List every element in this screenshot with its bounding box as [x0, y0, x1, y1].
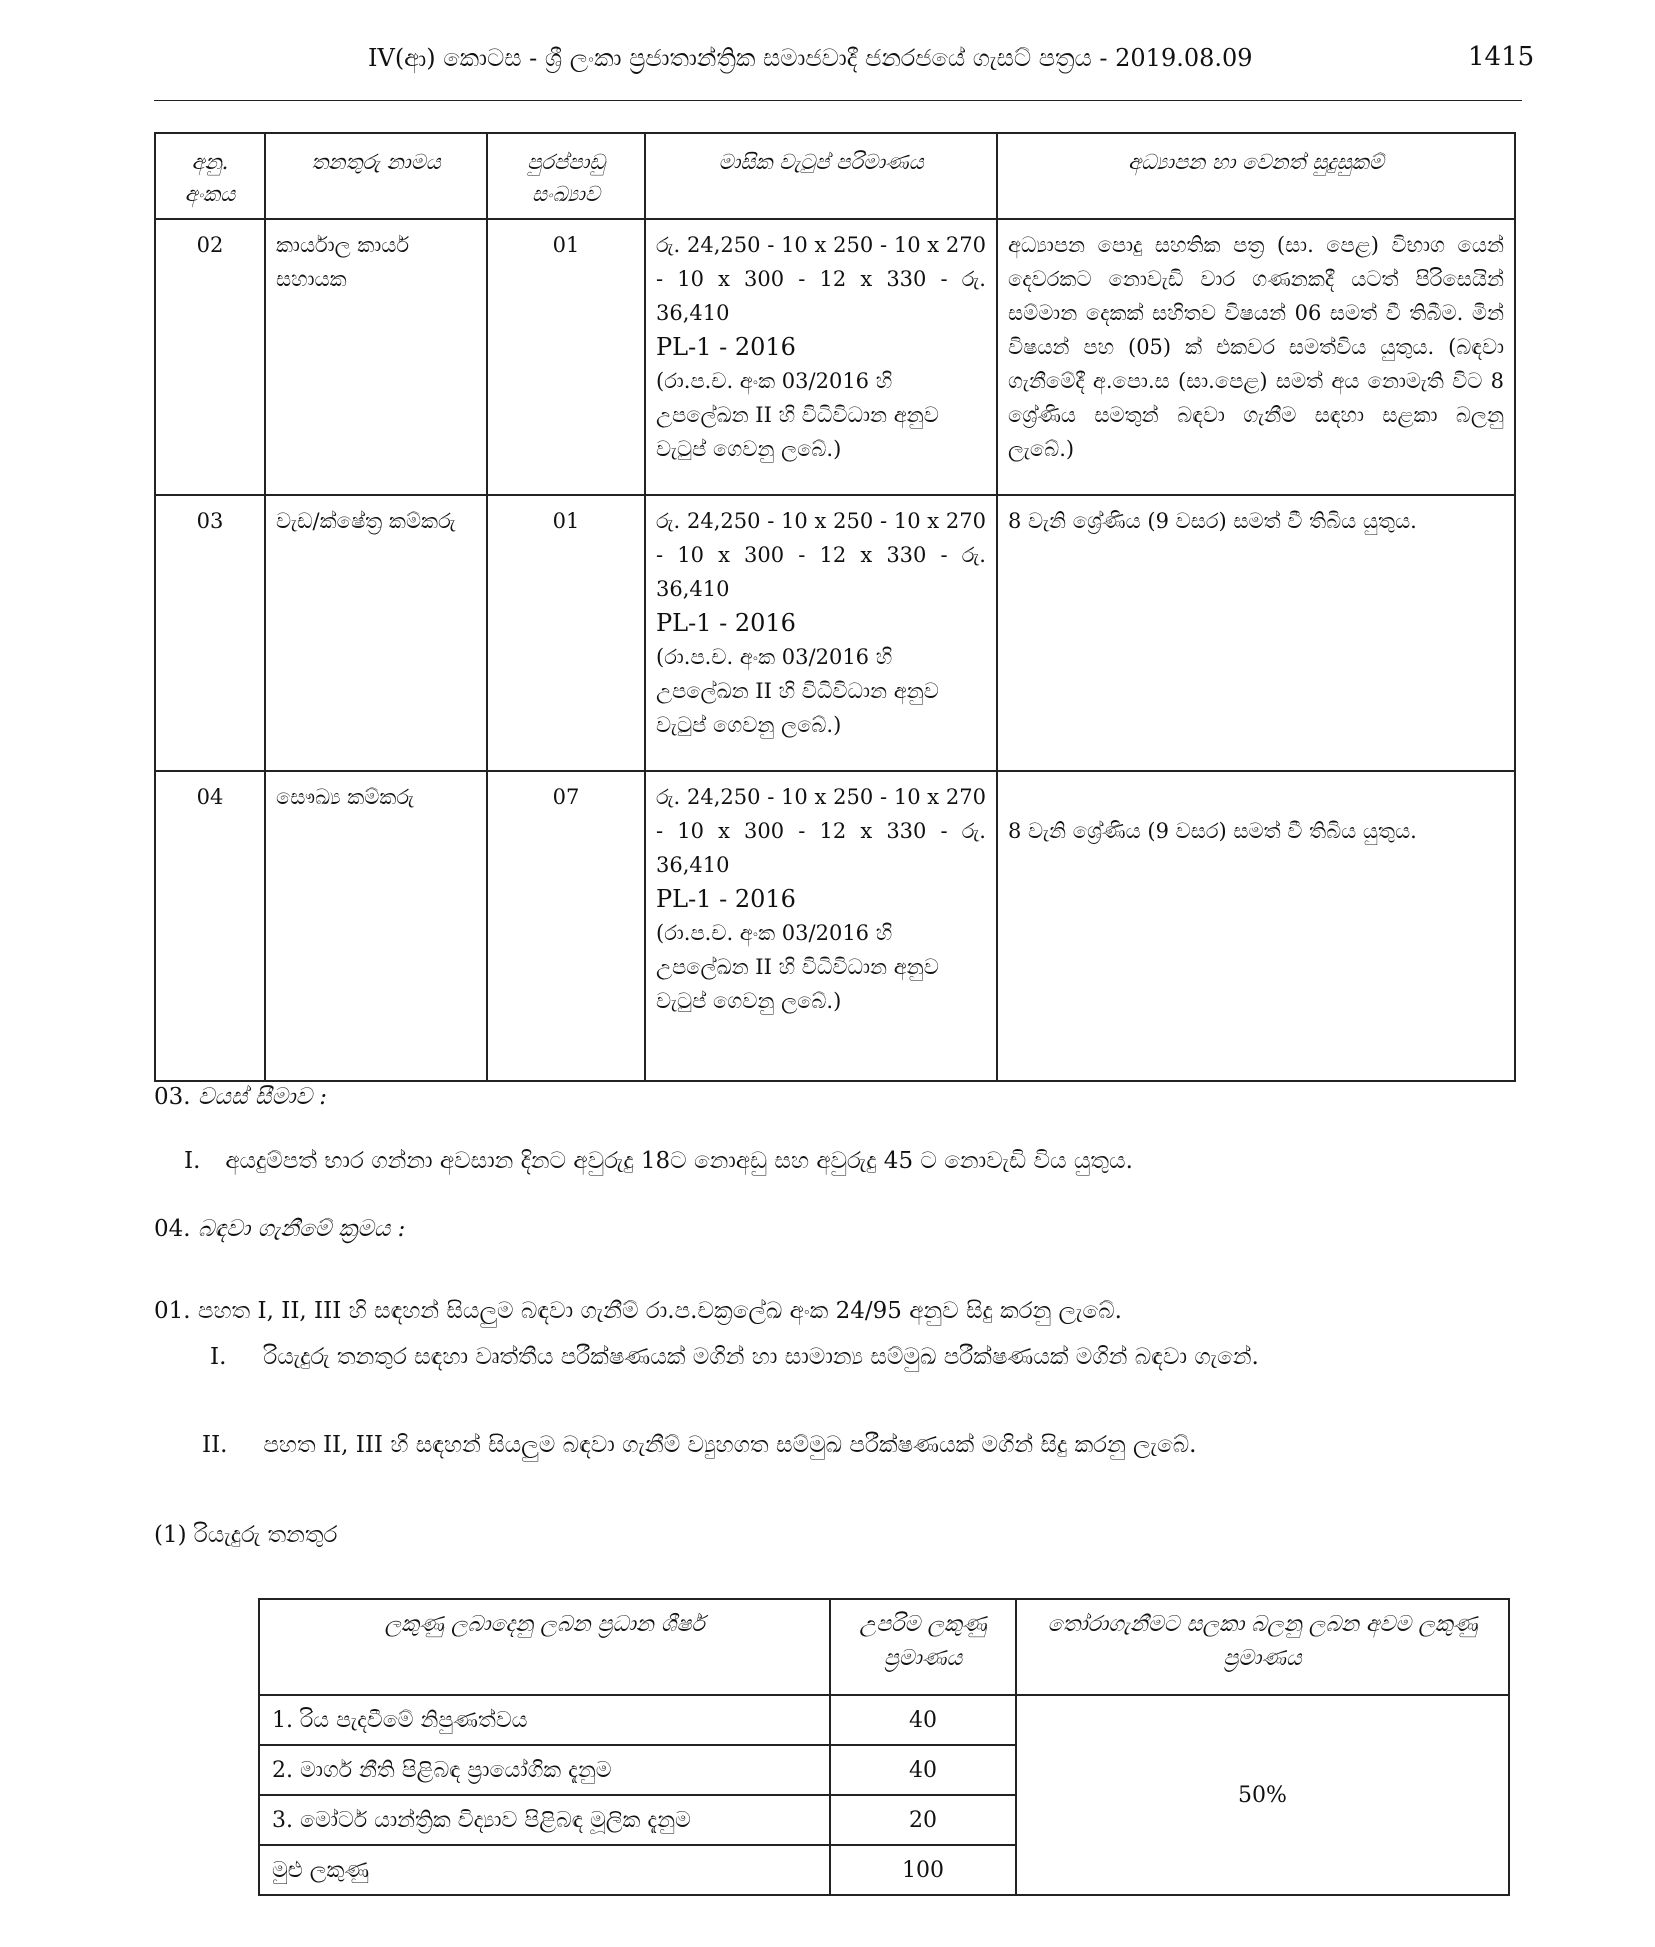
qualifications-text: 8 වැනි ශ්‍රේණිය (9 වසර) සමත් වී තිබිය යුතුය. [997, 495, 1515, 771]
gazette-header: IV(ආ) කොටස - ශ්‍රී ලංකා ප්‍රජාතාන්ත්‍රික සමාජවාදී ජනරජයේ ගැසට් පත්‍රය - 2019.08.09 [368, 44, 1253, 72]
min-marks-value: 50% [1016, 1695, 1509, 1895]
item-text: අයදුම්පත් භාර ගන්නා අවසාන දිනට අවුරුදු 18ට නොඅඩු සහ අවුරුදු 45 ට නොවැඩි විය යුතුය. [225, 1148, 1133, 1174]
table-row [155, 219, 1515, 495]
table-row [155, 495, 1515, 771]
vacancy-count: 01 [487, 219, 645, 495]
post-name: කාර්යාල කාර්ය සහායක [265, 219, 487, 495]
vacancy-count: 01 [487, 495, 645, 771]
salary-code: PL-1 - 2016 [656, 609, 796, 637]
max-marks: 20 [830, 1795, 1016, 1845]
item-number: II. [202, 1432, 228, 1458]
header-no: අනු. අංකය [155, 133, 265, 219]
recruitment-item-1 [210, 1344, 1259, 1370]
salary-code: PL-1 - 2016 [656, 333, 796, 361]
salary-cell [645, 495, 997, 771]
post-name: වැඩ/ක්ෂේත්‍ර කම්කරු [265, 495, 487, 771]
salary-cell [645, 771, 997, 1081]
total-marks: 100 [830, 1845, 1016, 1895]
header-divider [154, 100, 1522, 101]
salary-scale: රු. 24,250 - 10 x 250 - 10 x 270 - 10 x 300 - 12 x 330 - රු. 36,410 [656, 509, 986, 601]
subject-name: 1. රිය පැදවීමේ නිපුණත්වය [259, 1695, 830, 1745]
table-row [155, 771, 1515, 1081]
max-marks: 40 [830, 1695, 1016, 1745]
item-text: රියැදුරු තනතුර සඳහා වෘත්තීය පරීක්ෂණයක් මගින් හා සාමාන්‍ය සම්මුඛ පරීක්ෂණයක් මගින් බඳවා ගැනේ. [263, 1344, 1259, 1370]
section-number: 04. [154, 1216, 191, 1242]
salary-note: (රා.ප.ච. අංක 03/2016 හි උපලේඛන II හි විධිවිධාන අනුව වැටුප් ගෙවනු ලබේ.) [656, 921, 939, 1013]
header-salary-scale: මාසික වැටුප් පරිමාණය [645, 133, 997, 219]
header-min-marks: තෝරාගැනීමට සලකා බලනු ලබන අවම ලකුණු ප්‍රමාණය [1016, 1599, 1509, 1695]
age-limit-heading [154, 1084, 327, 1110]
section-title: බඳවා ගැනීමේ ක්‍රමය : [197, 1216, 406, 1242]
recruitment-intro: 01. පහත I, II, III හි සඳහන් සියලුම බඳවා ගැනීම් රා.ප.චක්‍රලේඛ අංක 24/95 අනුව සිදු කරනු ලැබේ. [154, 1298, 1122, 1324]
post-no: 04 [155, 771, 265, 1081]
marks-table-header-row [259, 1599, 1509, 1695]
header-max-marks: උපරිම ලකුණු ප්‍රමාණය [830, 1599, 1016, 1695]
age-limit-item [184, 1148, 1133, 1174]
subject-name: 2. මාර්ග නීති පිළිබඳ ප්‍රායෝගික දැනුම [259, 1745, 830, 1795]
post-no: 03 [155, 495, 265, 771]
header-main-subject: ලකුණු ලබාදෙනු ලබන ප්‍රධාන ශීර්ෂ [259, 1599, 830, 1695]
page-number: 1415 [1468, 42, 1535, 72]
section-title: වයස් සීමාව : [197, 1084, 328, 1110]
header-qualifications: අධ්‍යාපන හා වෙනත් සුදුසුකම් [997, 133, 1515, 219]
marks-table [258, 1598, 1510, 1896]
subject-name: 3. මෝටර් යාන්ත්‍රික විද්‍යාව පිළිබඳ මූලික දැනුම [259, 1795, 830, 1845]
salary-code: PL-1 - 2016 [656, 885, 796, 913]
header-vacancies: පුරප්පාඩු සංඛ්‍යාව [487, 133, 645, 219]
recruitment-method-heading [154, 1216, 405, 1242]
salary-note: (රා.ප.ච. අංක 03/2016 හි උපලේඛන II හි විධිවිධාන අනුව වැටුප් ගෙවනු ලබේ.) [656, 369, 939, 461]
post-no: 02 [155, 219, 265, 495]
driver-post-subheading: (1) රියැදුරු තනතුර [154, 1522, 338, 1548]
salary-scale: රු. 24,250 - 10 x 250 - 10 x 270 - 10 x 300 - 12 x 330 - රු. 36,410 [656, 785, 986, 877]
qualifications-text: 8 වැනි ශ්‍රේණිය (9 වසර) සමත් වී තිබිය යුතුය. [997, 771, 1515, 1081]
table-row [259, 1695, 1509, 1745]
salary-scale: රු. 24,250 - 10 x 250 - 10 x 270 - 10 x 300 - 12 x 330 - රු. 36,410 [656, 233, 986, 325]
item-number: I. [210, 1344, 227, 1370]
recruitment-item-2 [202, 1432, 1196, 1458]
item-text: පහත II, III හි සඳහන් සියලුම බඳවා ගැනීම් ව්‍යුහගත සම්මුඛ පරීක්ෂණයක් මගින් සිදු කරනු ලැබේ. [263, 1432, 1197, 1458]
section-number: 03. [154, 1084, 191, 1110]
vacancy-count: 07 [487, 771, 645, 1081]
item-number: I. [184, 1148, 201, 1174]
salary-note: (රා.ප.ච. අංක 03/2016 හි උපලේඛන II හි විධිවිධාන අනුව වැටුප් ගෙවනු ලබේ.) [656, 645, 939, 737]
qualifications-text: අධ්‍යාපන පොදු සහතික පත්‍ර (සා. පෙළ) විභාග යෙන් දෙවරකට නොවැඩි වාර ගණනකදී යටත් පිරිසෙයින් සම්මාන දෙකක් සහිතව විෂයන් 06 සමත් වී තිබීම. මින් විෂයන් පහ (05) ක් එකවර සමත්විය යුතුය. (බඳවා ගැනීමේදී අ.පො.ස (සා.පෙළ) සමත් අය නොමැති විට 8 ශ්‍රේණිය සමතුන් බඳවා ගැනීම සඳහා සළකා බලනු ලැබේ.) [997, 219, 1515, 495]
salary-cell [645, 219, 997, 495]
post-name: සෞඛ්‍ය කම්කරු [265, 771, 487, 1081]
total-label: මුළු ලකුණු [259, 1845, 830, 1895]
header-post-name: තනතුරු නාමය [265, 133, 487, 219]
posts-table [154, 132, 1516, 1082]
posts-table-header-row [155, 133, 1515, 219]
max-marks: 40 [830, 1745, 1016, 1795]
